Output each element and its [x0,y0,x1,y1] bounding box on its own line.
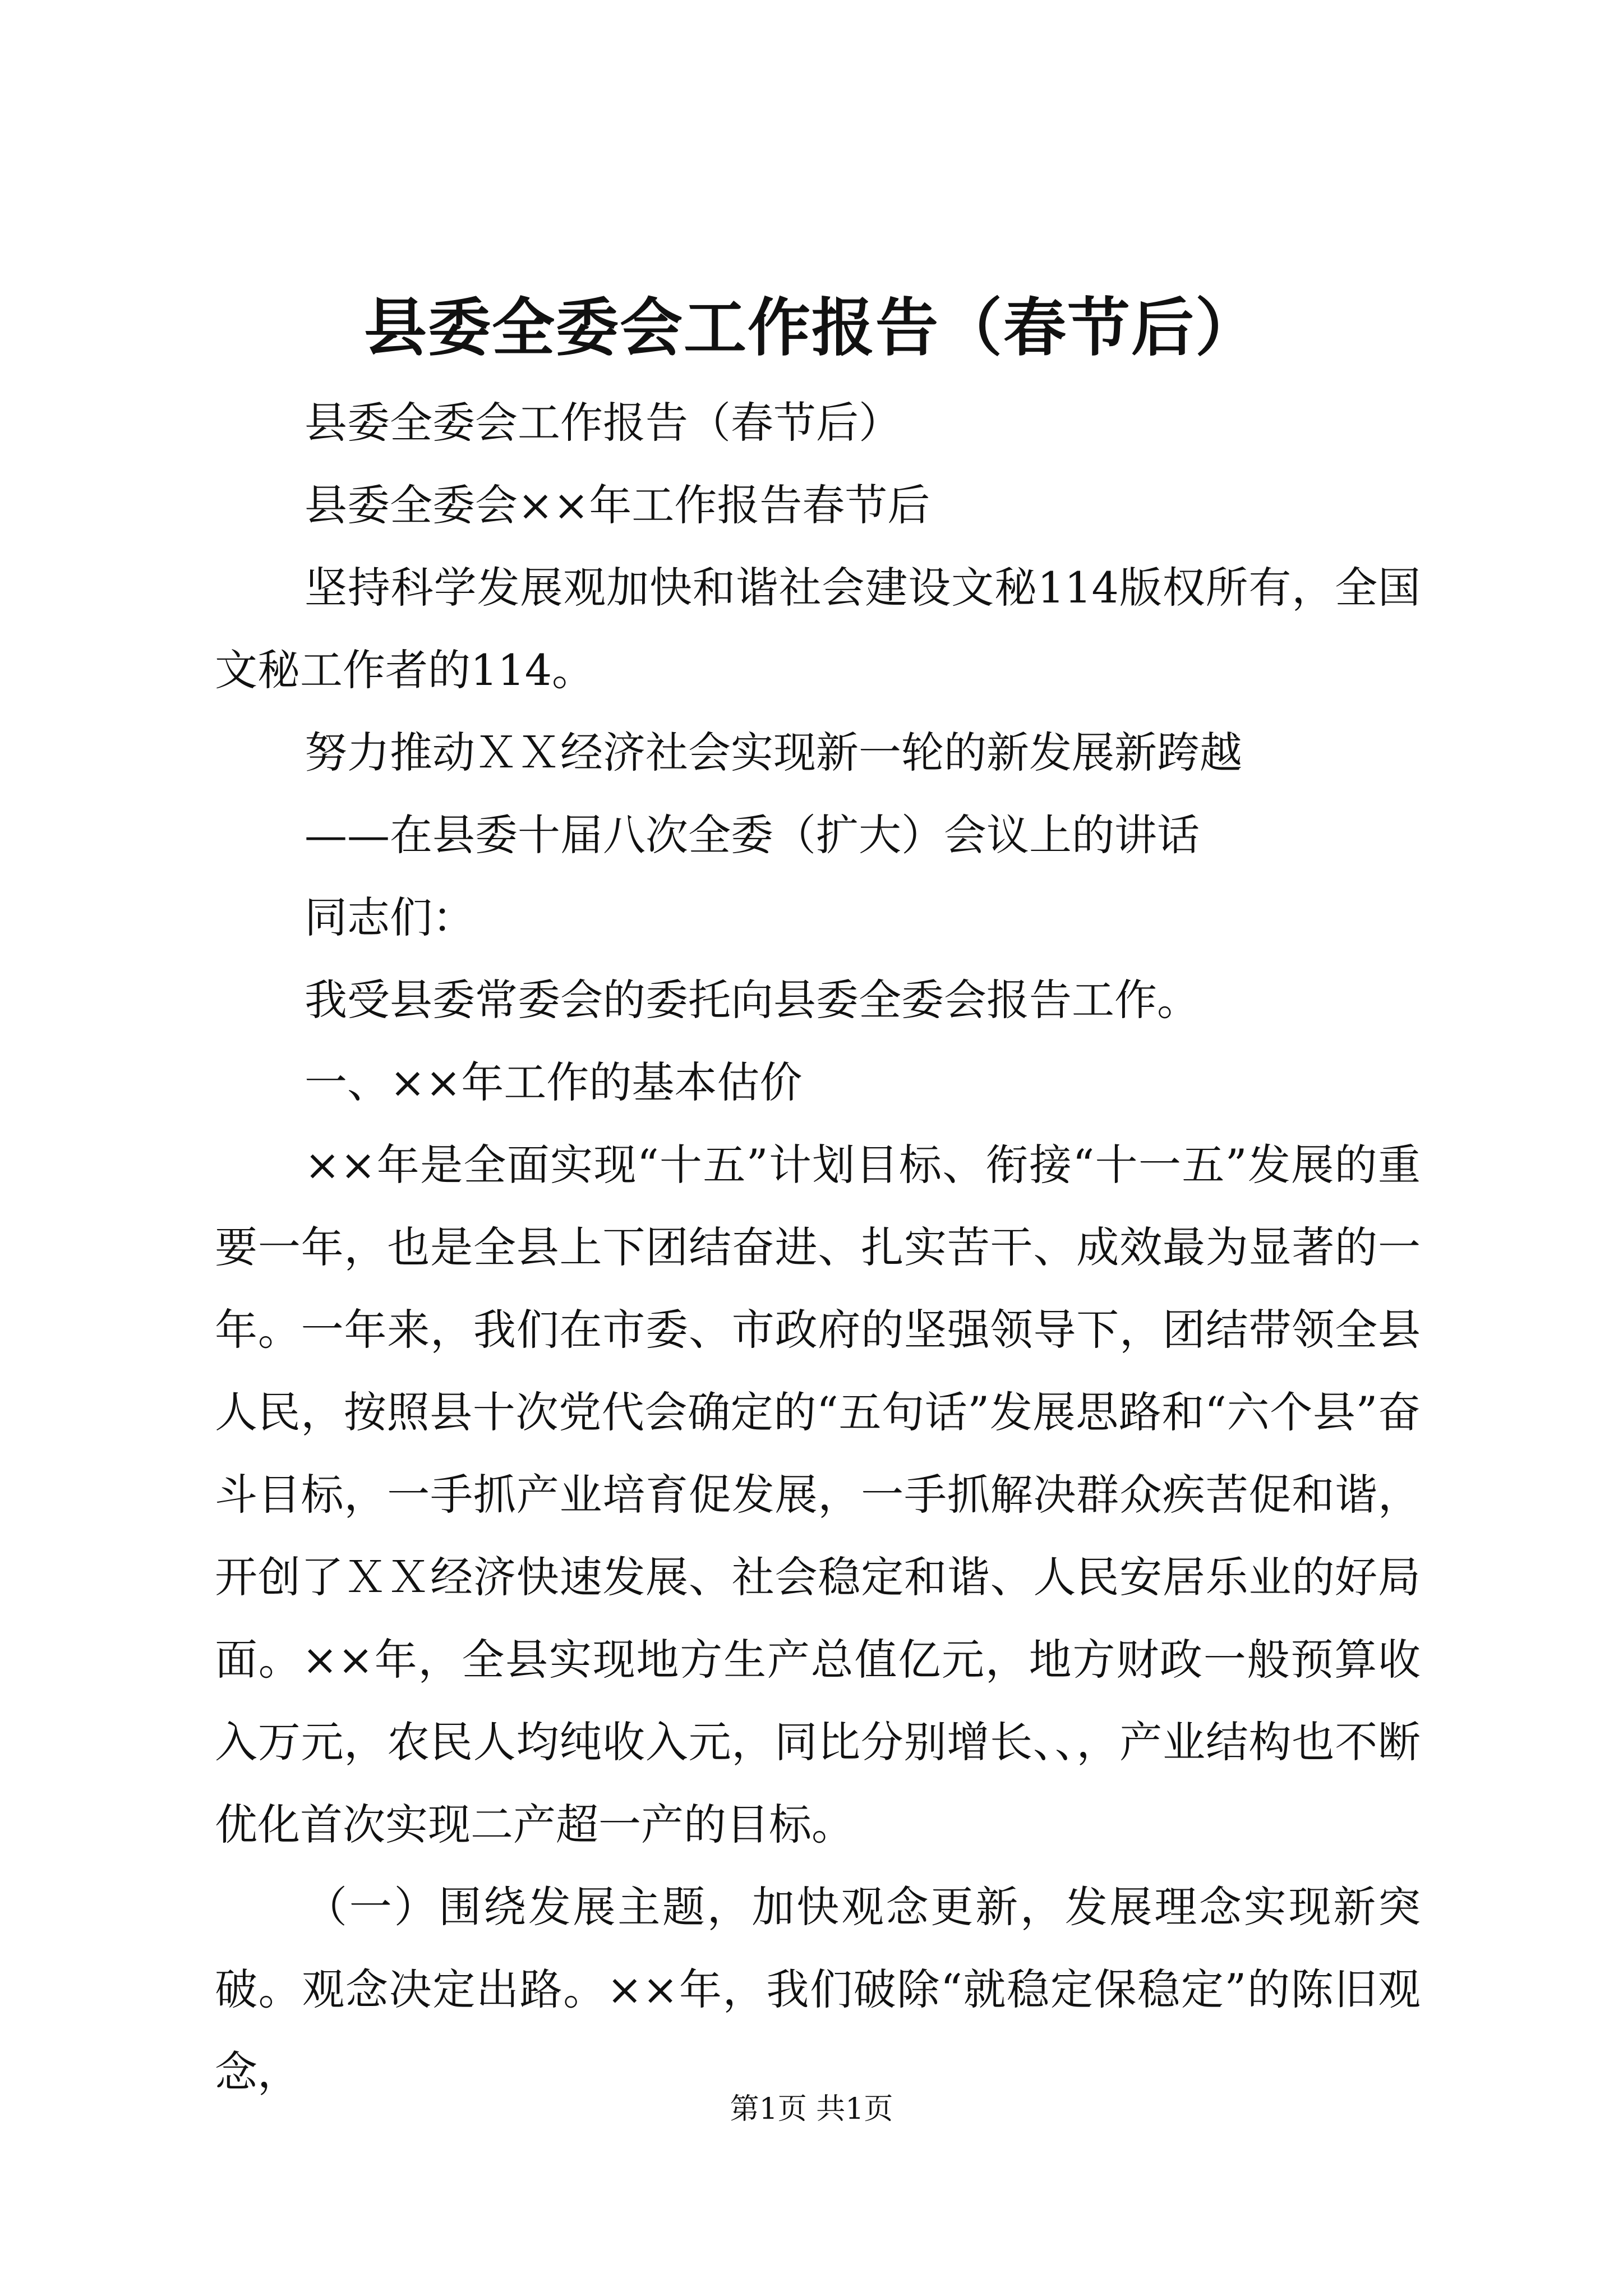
paragraph-salutation: 同志们： [305,892,475,942]
paragraph-subsection-1: （一）围绕发展主题，加快观念更新，发展理念实现新突破。观念决定出路。××年，我们破除“就稳定保稳定”的陈旧观念， [215,1882,1421,2097]
document-body [215,381,1421,2113]
paragraph-speech-title: 努力推动ＸＸ经济社会实现新一轮的新发展新跨越 [305,728,1242,777]
paragraph-copyright: 坚持科学发展观加快和谐社会建设文秘114版权所有，全国文秘工作者的114。 [215,563,1421,695]
page-footer: 第1页 共1页 [730,2092,893,2126]
paragraph-report-title: 县委全委会××年工作报告春节后 [305,480,930,530]
paragraph-intro: 我受县委常委会的委托向县委全委会报告工作。 [305,975,1200,1025]
document-title: 县委全委会工作报告（春节后） [364,291,1259,365]
paragraph-subtitle: 县委全委会工作报告（春节后） [305,398,901,448]
section-heading-1: 一、××年工作的基本估价 [305,1057,803,1107]
paragraph-speech-subtitle: ——在县委十届八次全委（扩大）会议上的讲话 [305,810,1200,860]
paragraph-body: ××年是全面实现“十五”计划目标、衔接“十一五”发展的重要一年，也是全县上下团结奋进、扎实苦干、成效最为显著的一年。一年来，我们在市委、市政府的坚强领导下，团结带领全县人民，按照县十次党代会确定的“五句话”发展思路和“六个县”奋斗目标，一手抓产业培育促发展，一手抓解决群众疾苦促和谐，开创了ＸＸ经济快速发展、社会稳定和谐、人民安居乐业的好局面。××年，全县实现地方生产总值亿元，地方财政一般预算收入万元，农民人均纯收入元，同比分别增长、、，产业结构也不断优化首次实现二产超一产的目标。 [215,1140,1421,1849]
